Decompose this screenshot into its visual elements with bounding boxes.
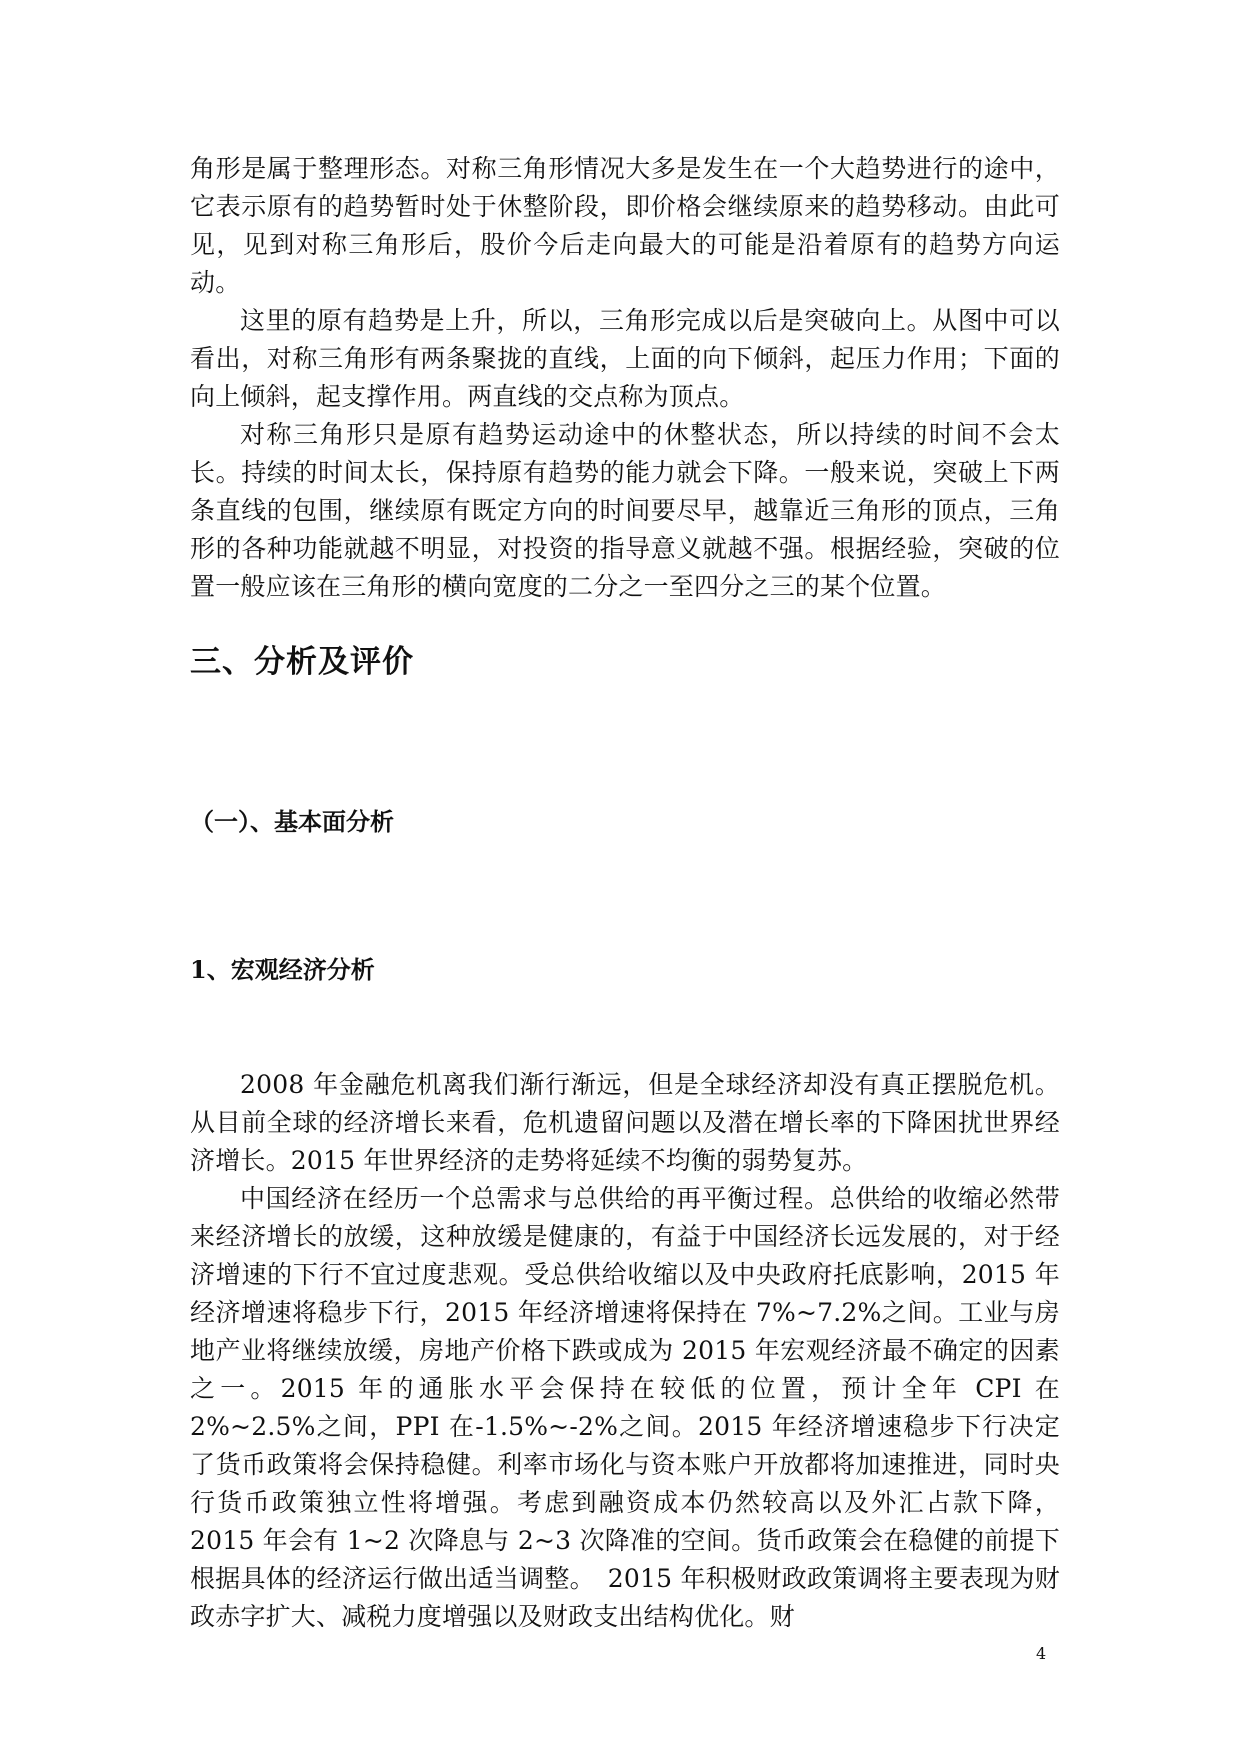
paragraph: 中国经济在经历一个总需求与总供给的再平衡过程。总供给的收缩必然带来经济增长的放缓，这种放缓是健康的，有益于中国经济长远发展的，对于经济增速的下行不宜过度悲观。受总供给收缩以及中央政府托底影响，2015 年经济增速将稳步下行，2015 年经济增速将保持在 7%~7.2%之间。工业与房地产业将继续放缓，房地产价格下跌或成为 2015 年宏观经济最不确定的因素之一。2015 年的通胀水平会保持在较低的位置，预计全年 CPI 在 2%~2.5%之间，PPI 在-1.5%~-2%之间。2015 年经济增速稳步下行决定了货币政策将会保持稳健。利率市场化与资本账户开放都将加速推进，同时央行货币政策独立性将增强。考虑到融资成本仍然较高以及外汇占款下降，2015 年会有 1~2 次降息与 2~3 次降准的空间。货币政策会在稳健的前提下根据具体的经济运行做出适当调整。 2015 年积极财政政策调将主要表现为财政赤字扩大、减税力度增强以及财政支出结构优化。财 xyxy=(190,1184,1060,1631)
paragraph-continued: 角形是属于整理形态。对称三角形情况大多是发生在一个大趋势进行的途中，它表示原有的趋势暂时处于休整阶段，即价格会继续原来的趋势移动。由此可见，见到对称三角形后，股价今后走向最大的可能是沿着原有的趋势方向运动。 xyxy=(190,154,1060,297)
paragraph: 2008 年金融危机离我们渐行渐远，但是全球经济却没有真正摆脱危机。从目前全球的经济增长来看，危机遗留问题以及潜在增长率的下降困扰世界经济增长。2015 年世界经济的走势将延续不均衡的弱势复苏。 xyxy=(190,1070,1060,1175)
paragraph: 这里的原有趋势是上升，所以，三角形完成以后是突破向上。从图中可以看出，对称三角形有两条聚拢的直线，上面的向下倾斜，起压力作用；下面的向上倾斜，起支撑作用。两直线的交点称为顶点。 xyxy=(190,306,1060,411)
body-text-bottom xyxy=(190,1066,1060,1636)
subsection-heading: （一）、基本面分析 xyxy=(190,808,394,836)
paragraph: 对称三角形只是原有趋势运动途中的休整状态，所以持续的时间不会太长。持续的时间太长，保持原有趋势的能力就会下降。一般来说，突破上下两条直线的包围，继续原有既定方向的时间要尽早，越靠近三角形的顶点，三角形的各种功能就越不明显，对投资的指导意义就越不强。根据经验，突破的位置一般应该在三角形的横向宽度的二分之一至四分之三的某个位置。 xyxy=(190,420,1060,601)
item-heading: 1、宏观经济分析 xyxy=(190,955,375,984)
body-text-top xyxy=(190,150,1060,606)
page-number: 4 xyxy=(1036,1644,1047,1663)
section-heading: 三、分析及评价 xyxy=(190,644,414,680)
